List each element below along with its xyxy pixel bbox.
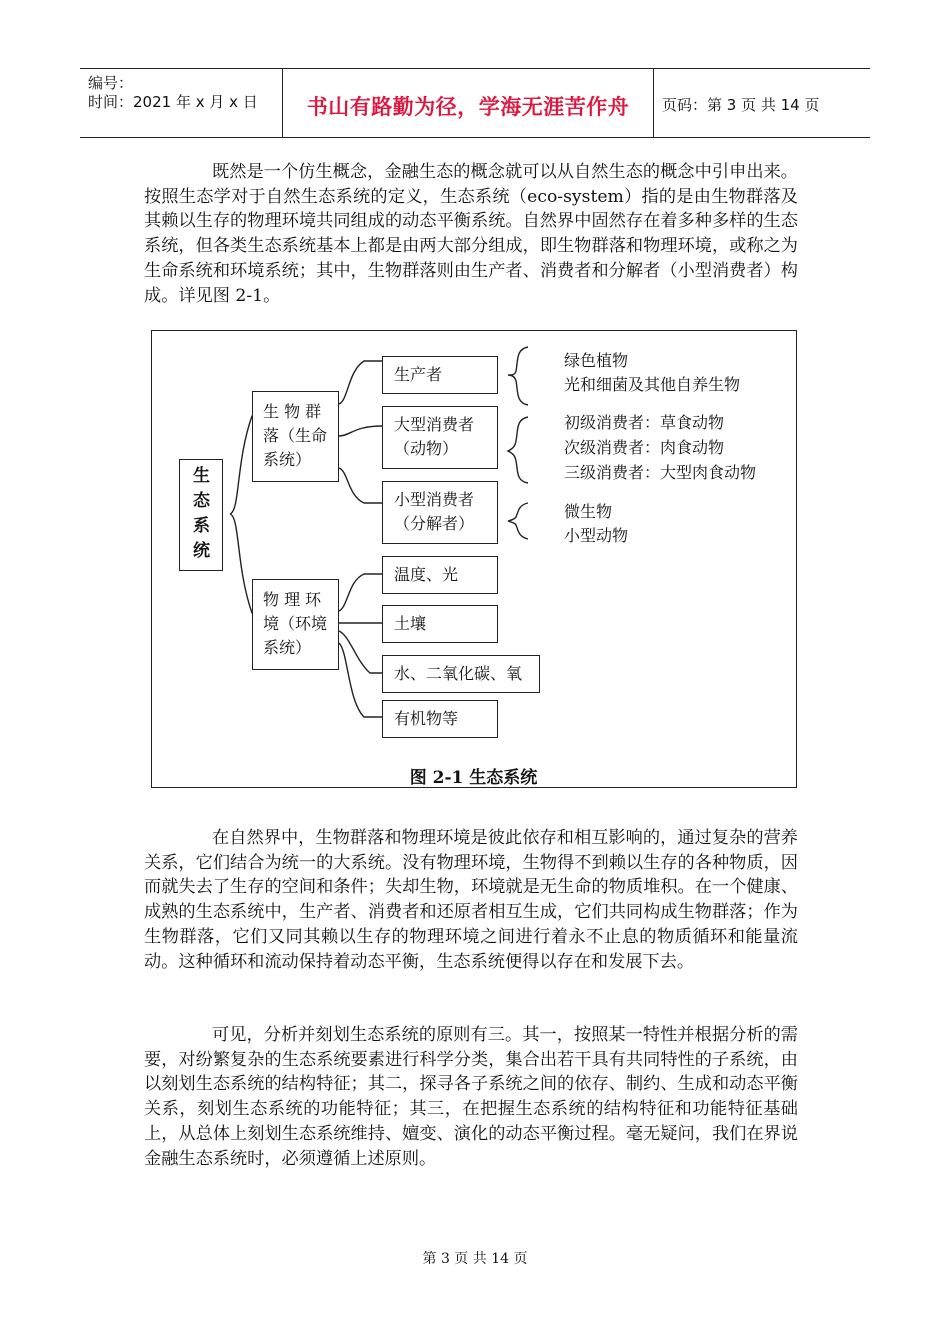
micro-consumer-line-2: （分解者） xyxy=(394,514,475,533)
root-char-1: 生 xyxy=(193,466,210,486)
producer-node xyxy=(382,356,498,394)
community-line-2: 落（生命 xyxy=(263,426,328,445)
header-motto-cell xyxy=(282,69,654,137)
producer-example-2: 光和细菌及其他自养生物 xyxy=(564,375,741,394)
community-line-1: 生 物 群 xyxy=(263,402,322,421)
env-item-1 xyxy=(382,556,498,594)
community-line-3: 系统） xyxy=(263,450,312,469)
figure-caption: 图 2-1 生态系统 xyxy=(409,768,538,788)
env-item-3 xyxy=(382,655,540,693)
macro-consumer-node xyxy=(382,406,498,469)
page-header xyxy=(80,68,870,138)
motto: 书山有路勤为径，学海无涯苦作舟 xyxy=(306,95,630,119)
page-footer: 第 3 页 共 14 页 xyxy=(422,1251,528,1267)
env-item-2 xyxy=(382,605,498,643)
root-char-4: 统 xyxy=(193,541,210,561)
env-item-4-label: 有机物等 xyxy=(394,709,459,728)
producer-example-1: 绿色植物 xyxy=(564,351,629,370)
number-label: 编号： xyxy=(88,74,134,92)
ecosystem-figure xyxy=(151,330,797,788)
header-info-cell xyxy=(80,69,282,137)
macro-example-2: 次级消费者：肉食动物 xyxy=(564,438,725,457)
environment-line-3: 系统） xyxy=(263,638,312,657)
paragraph-3: 可见，分析并刻划生态系统的原则有三。其一，按照某一特性并根据分析的需要，对纷繁复杂的生态系统要素进行科学分类，集合出若干具有共同特性的子系统，由以刻划生态系统的结构特征；其二，探寻各子系统之间的依存、制约、生成和动态平衡关系，刻划生态系统的功能特征；其三，在把握生态系统的结构特征和功能特征基础上，从总体上刻划生态系统维持、嬗变、演化的动态平衡过程。毫无疑问，我们在界说金融生态系统时，必须遵循上述原则。 xyxy=(144,1025,798,1169)
root-char-2: 态 xyxy=(193,491,210,511)
community-node xyxy=(252,391,339,482)
env-item-3-label: 水、二氧化碳、氧 xyxy=(394,664,523,683)
micro-consumer-node xyxy=(382,481,498,544)
macro-example-1: 初级消费者：草食动物 xyxy=(564,413,725,432)
environment-line-2: 境（环境 xyxy=(263,614,328,633)
micro-example-1: 微生物 xyxy=(564,502,613,521)
page-label: 页码：第 3 页 共 14 页 xyxy=(662,96,820,114)
env-item-1-label: 温度、光 xyxy=(394,565,459,584)
env-item-4 xyxy=(382,700,498,738)
root-char-3: 系 xyxy=(193,516,210,536)
producer-label: 生产者 xyxy=(394,365,443,384)
macro-consumer-line-2: （动物） xyxy=(394,439,459,458)
micro-consumer-line-1: 小型消费者 xyxy=(394,490,475,509)
paragraph-1: 既然是一个仿生概念，金融生态的概念就可以从自然生态的概念中引申出来。按照生态学对于自然生态系统的定义，生态系统（eco-system）指的是由生物群落及其赖以生存的物理环境共同组成的动态平衡系统。自然界中固然存在着多种多样的生态系统，但各类生态系统基本上都是由两大部分组成，即生物群落和物理环境，或称之为生命系统和环境系统；其中，生物群落则由生产者、消费者和分解者（小型消费者）构成。详见图 2-1。 xyxy=(144,162,798,306)
environment-line-1: 物 理 环 xyxy=(263,590,322,609)
env-item-2-label: 土壤 xyxy=(394,614,427,633)
paragraph-2: 在自然界中，生物群落和物理环境是彼此依存和相互影响的，通过复杂的营养关系，它们结合为统一的大系统。没有物理环境，生物得不到赖以生存的各种物质，因而就失去了生存的空间和条件；失却生物，环境就是无生命的物质堆积。在一个健康、成熟的生态系统中，生产者、消费者和还原者相互生成，它们共同构成生物群落；作为生物群落，它们又同其赖以生存的物理环境之间进行着永不止息的物质循环和能量流动。这种循环和流动保持着动态平衡，生态系统便得以存在和发展下去。 xyxy=(144,828,798,972)
time-label: 时间：2021 年 x 月 x 日 xyxy=(88,93,258,111)
environment-node xyxy=(252,579,339,670)
header-page-cell xyxy=(654,69,870,137)
root-node xyxy=(179,459,223,571)
macro-example-3: 三级消费者：大型肉食动物 xyxy=(564,463,757,482)
micro-example-2: 小型动物 xyxy=(564,526,629,545)
macro-consumer-line-1: 大型消费者 xyxy=(394,415,475,434)
